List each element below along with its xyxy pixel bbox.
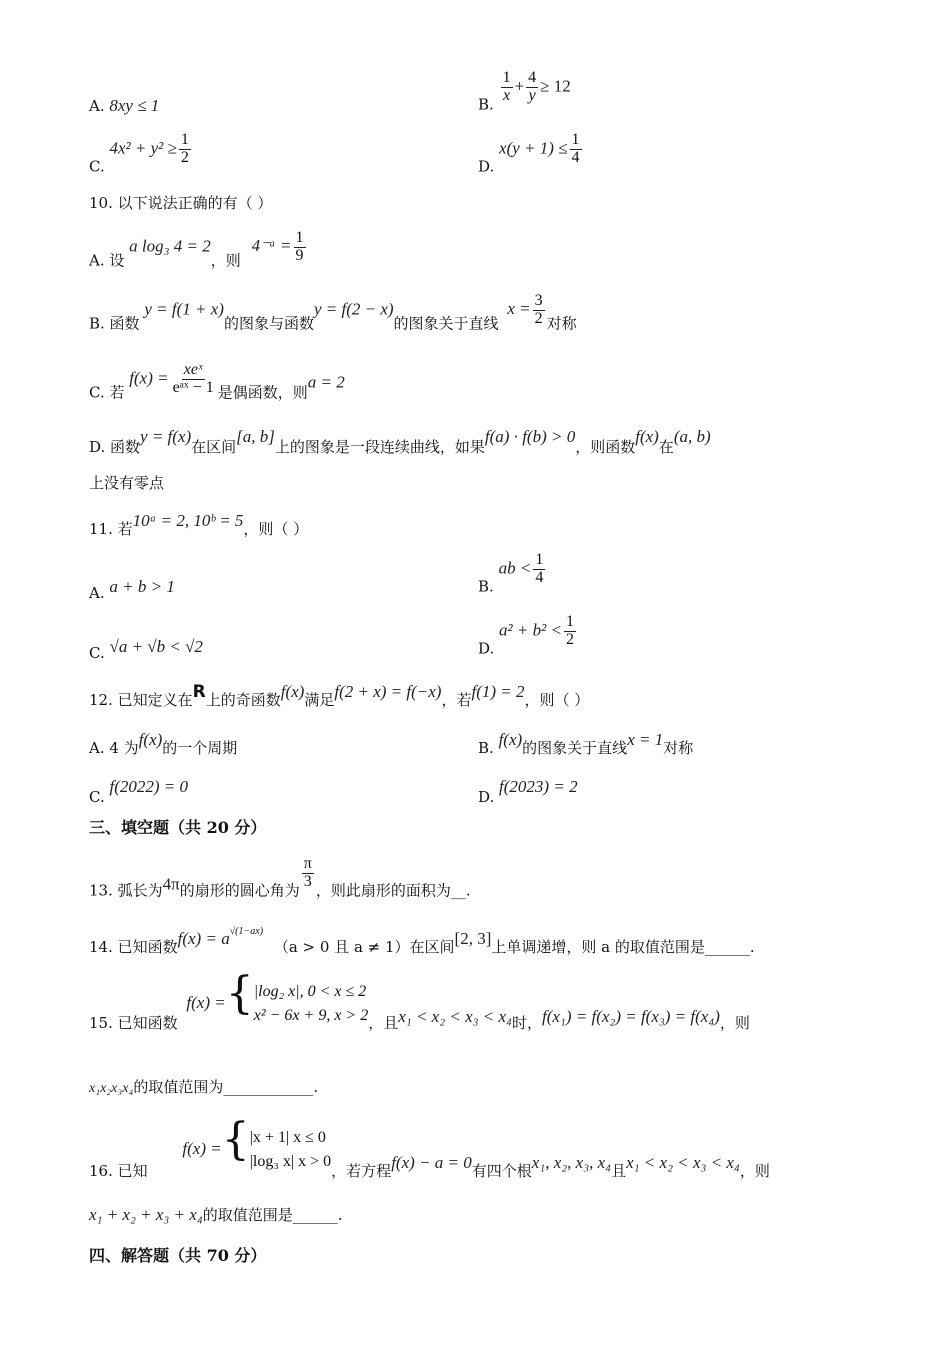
q9-a-expr: 8xy ≤ 1 <box>109 96 160 115</box>
q11-option-d: D. a² + b² < $\frac{1}{2}$ <box>478 613 574 658</box>
q9-option-d: D. x(y + 1) ≤ $\frac{1}{4}$ <box>478 131 580 176</box>
q13: 13. 弧长为4π的扇形的圆心角为 $\frac{\pi}{3}$ ，则此扇形的面积为__. <box>89 855 471 900</box>
q11-stem: 11. 若10ᵃ = 2, 10ᵇ = 5，则（ ） <box>89 511 309 538</box>
q9-option-c: C. 4x² + y² ≥ $\frac{1}{2}$ <box>89 131 189 176</box>
q11-option-a: A. a + b > 1 <box>89 577 175 602</box>
q10-option-a: A. 设 a log₃ 4 = 2，则 4⁻ᵃ = $\frac{1}{9}$ <box>89 229 304 270</box>
q10-option-d-line2: 上没有零点 <box>89 474 165 492</box>
q15: 15. 已知函数 f(x) ={ |log₂ x|, 0 < x ≤ 2 x² − 6x + 9, x > 2 ，且x₁ < x₂ < x₃ < x₄时，f(x₁) = f(x₂) = f(x₃) = f(x₄)，则 <box>89 968 750 1032</box>
q16: 16. 已知 f(x) ={ |x + 1| x ≤ 0 |log₃ x| x > 0 ，若方程f(x) − a = 0有四个根x₁, x₂, x₃, x₄且x₁ < x₂ < x₃ < x₄，则 <box>89 1114 770 1180</box>
q12-option-c: C. f(2022) = 0 <box>89 777 189 806</box>
section-3-heading: 三、填空题（共 20 分） <box>89 818 267 837</box>
q14: 14. 已知函数$f(x) = a^{√(1-ax)}$ （a > 0 且 a ≠ 1）在区间[2, 3]上单调递增，则 a 的取值范围是______. <box>89 926 755 956</box>
q12-stem: 12. 已知定义在R上的奇函数f(x)满足f(2 + x) = f(−x)，若f(1) = 2，则（ ） <box>89 682 590 709</box>
q10-option-b: B. 函数 y = f(1 + x)的图象与函数y = f(2 − x)的图象关于直线 x = $\frac{3}{2}$ 对称 <box>89 292 577 333</box>
q15-line2: x₁x₂x₃x₄的取值范围为____________. <box>89 1078 319 1096</box>
section-4-heading: 四、解答题（共 70 分） <box>89 1246 267 1265</box>
q10-option-c: C. 若 f(x) = $\frac{\text{xeˣ}}{\text{eᵃˣ − 1}}$ 是偶函数，则a = 2 <box>89 361 345 402</box>
q9-option-a: A. 8xy ≤ 1 <box>89 96 160 115</box>
q12-option-d: D. f(2023) = 2 <box>478 777 578 806</box>
q16-line2: x₁ + x₂ + x₃ + x₄的取值范围是______. <box>89 1205 343 1224</box>
q11-option-b: B. ab < $\frac{1}{4}$ <box>478 551 544 596</box>
q11-option-c: C. √a + √b < √2 <box>89 637 203 662</box>
q12-option-b: B. f(x)的图象关于直线x = 1对称 <box>478 730 694 757</box>
q10-stem: 10. 以下说法正确的有（ ） <box>89 194 273 212</box>
q12-option-a: A. 4 为f(x)的一个周期 <box>89 730 238 757</box>
q9-option-b: B. $\frac{1}{x}$ + $\frac{4}{y}$ ≥ 12 <box>478 69 571 114</box>
q10-option-d: D. 函数y = f(x)在区间[a, b]上的图象是一段连续曲线，如果f(a) · f(b) > 0，则函数f(x)在(a, b) <box>89 427 711 456</box>
